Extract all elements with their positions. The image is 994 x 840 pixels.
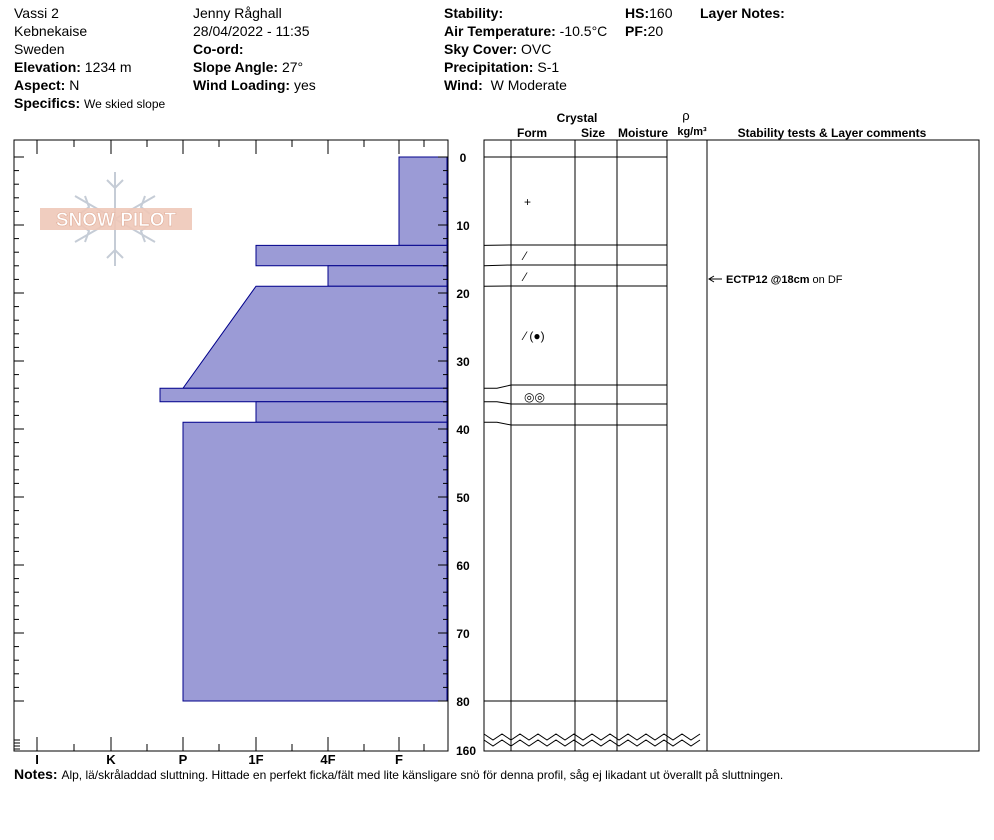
observation-datetime: 28/04/2022 - 11:35 [193,23,310,39]
area-name: Kebnekaise [14,23,88,39]
slope-label: Slope Angle: [193,59,279,75]
stability-comment-bold: ECTP12 @18cm [726,274,810,286]
crystal-form-symbol-3: ⁄ (●) [524,329,545,343]
x-tick-label-4F: 4F [320,752,336,767]
y-tick-label-70: 70 [456,627,470,641]
wind-value: W Moderate [490,77,567,93]
size-header: Size [580,126,606,140]
precip-value: S-1 [537,59,560,75]
y-tick-label-30: 30 [456,355,470,369]
break-zigzag-0 [484,734,700,740]
y-tick-label-50: 50 [456,491,470,505]
stability-comment [709,274,843,286]
x-tick-label-F: F [395,752,403,767]
layer-table-columns [511,140,707,751]
sky-label: Sky Cover: [444,41,518,57]
x-tick-label-P: P [178,752,188,767]
hardness-layer-4 [160,388,447,402]
specifics-value: We skied slope [84,97,166,111]
logo-text: SNOW PILOT [55,210,177,231]
stability-comment-text [726,274,843,286]
y-tick-label-20: 20 [456,287,470,301]
x-tick-label-K: K [106,752,116,767]
specifics-label: Specifics: [14,95,81,111]
table-connector-16 [484,265,511,266]
location-name: Vassi 2 [14,5,59,21]
notes-label: Notes: [14,766,58,782]
notes-value: Alp, lä/skråladdad sluttning. Hittade en perfekt ficka/fält med lite känsligare snö för denna profil, såg ej likadant ut överallt på sluttningen. [61,768,784,782]
hardness-layer-5 [256,402,447,422]
stability-label: Stability: [444,5,504,21]
pf-label: PF: [625,23,648,39]
sky-value: OVC [521,41,552,57]
table-connector-39 [484,422,511,425]
x-tick-label-1F: 1F [248,752,264,767]
form-header: Form [517,126,547,140]
y-tick-label-0: 0 [459,151,467,165]
notes-row [14,766,783,782]
hs-label: HS: [625,5,650,21]
coord-label: Co-ord: [193,41,244,57]
y-tick-label-40: 40 [456,423,470,437]
air-temp-label: Air Temperature: [444,23,556,39]
crystal-form-symbol-2: ⁄ [524,270,527,284]
observer-name: Jenny Råghall [193,5,282,21]
wind-loading-label: Wind Loading: [193,77,291,93]
hardness-layer-0 [399,157,447,245]
hardness-layers [160,157,447,701]
density-header: kg/m³ [677,126,707,138]
hardness-layer-1 [256,245,447,265]
table-connector-34 [484,385,511,388]
crystal-forms [521,195,545,404]
crystal-form-symbol-0: + [524,195,532,209]
country-name: Sweden [14,41,65,57]
layer-table-frame [484,140,979,751]
rho-header: ρ [682,108,690,123]
stability-tests-header: Stability tests & Layer comments [737,126,927,140]
moisture-header: Moisture [617,126,669,140]
elevation-value: 1234 m [84,59,132,75]
layer-notes-label: Layer Notes: [700,5,785,21]
stability-comment-rest: on DF [809,274,843,286]
crystal-header: Crystal [556,111,598,125]
elevation-label: Elevation: [14,59,81,75]
wind-loading-value: yes [293,77,316,93]
hs-value: 160 [649,5,673,21]
y-break-label: 160 [455,744,477,758]
table-connector-36 [484,402,511,404]
hardness-layer-2 [328,266,447,286]
pf-value: 20 [647,23,664,39]
crystal-form-symbol-1: ⁄ [524,249,527,263]
aspect-value: N [69,77,80,93]
air-temp-value: -10.5°C [559,23,608,39]
axis-break [484,734,700,746]
hardness-layer-3 [183,286,447,388]
break-zigzag-1 [484,740,700,746]
precip-label: Precipitation: [444,59,534,75]
wind-label: Wind: [444,77,483,93]
hardness-layer-6 [183,422,447,701]
y-tick-label-10: 10 [456,219,470,233]
slope-value: 27° [281,59,304,75]
x-tick-label-I: I [35,752,39,767]
aspect-label: Aspect: [14,77,66,93]
y-tick-label-80: 80 [456,695,470,709]
crystal-form-symbol-4: ◎◎ [524,390,545,404]
y-tick-label-60: 60 [456,559,470,573]
